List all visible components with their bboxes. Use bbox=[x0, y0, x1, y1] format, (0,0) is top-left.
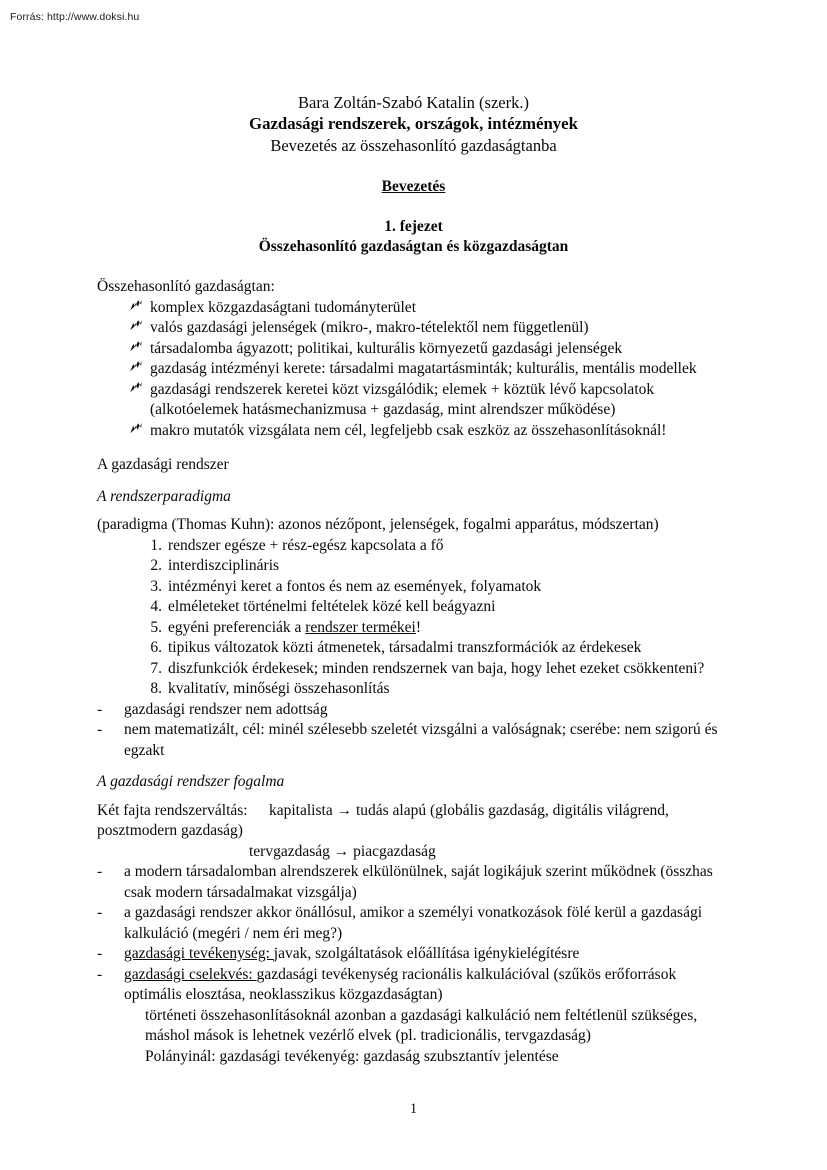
list-item-number: 5. bbox=[150, 618, 162, 636]
zigzag-arrow-bullet-icon bbox=[129, 319, 143, 333]
dash-list-item bbox=[97, 862, 730, 903]
intro-lead: Összehasonlító gazdaságtan: bbox=[97, 278, 275, 295]
page-number: 1 bbox=[409, 1101, 418, 1117]
zigzag-arrow-bullet-icon bbox=[129, 360, 143, 374]
zigzag-arrow-bullet-icon bbox=[129, 340, 143, 354]
transition-types-label: Két fajta rendszerváltás: bbox=[97, 801, 248, 819]
list-item-text: tipikus változatok közti átmenetek, társadalmi transzformációk az érdekesek bbox=[168, 639, 642, 656]
dash-bullet-icon: - bbox=[97, 904, 103, 921]
list-item-number: 1. bbox=[150, 536, 162, 554]
intro-bullet-item bbox=[97, 339, 730, 360]
intro-bullet-text: komplex közgazdaságtani tudományterület bbox=[150, 298, 416, 316]
numbered-list-item bbox=[97, 536, 730, 557]
intro-bullet-text: valós gazdasági jelenségek (mikro-, makro-tételektől nem függetlenül) bbox=[150, 319, 589, 336]
zigzag-arrow-bullet-icon bbox=[129, 299, 143, 313]
intro-bullet-item bbox=[97, 380, 730, 421]
subheading-rendszer-fogalma: A gazdasági rendszer fogalma bbox=[97, 773, 285, 790]
dash-list-text: a modern társadalomban alrendszerek elkülönülnek, saját logikájuk szerint működnek (összhas csak modern társadalmakat vizsgálja) bbox=[124, 863, 713, 901]
intro-bullet-text: gazdaság intézményi kerete: társadalmi magatartásminták; kulturális, mentális modellek bbox=[150, 360, 697, 377]
numbered-list-item bbox=[97, 597, 730, 618]
source-watermark: Forrás: http://www.doksi.hu bbox=[10, 11, 140, 23]
dash-bullet-icon: - bbox=[97, 945, 103, 962]
title-block bbox=[97, 92, 730, 157]
concept-dash-list bbox=[97, 862, 730, 1006]
chapter-title: Összehasonlító gazdaságtan és közgazdaságtan bbox=[258, 238, 569, 255]
intro-bullet-item bbox=[97, 359, 730, 380]
heading-bevezetes bbox=[97, 177, 730, 197]
intro-bullet-text: makro mutatók vizsgálata nem cél, legfeljebb csak eszköz az összehasonlításoknál! bbox=[150, 421, 667, 439]
dash-list-item bbox=[97, 944, 730, 965]
numbered-list-item bbox=[97, 638, 730, 659]
dash-list-item bbox=[97, 700, 730, 721]
book-title: Gazdasági rendszerek, országok, intézmények bbox=[249, 114, 578, 133]
dash-bullet-icon: - bbox=[97, 700, 103, 718]
list-item-text: interdiszciplináris bbox=[168, 557, 280, 574]
list-item-number: 2. bbox=[150, 557, 162, 574]
dash-bullet-icon: - bbox=[97, 965, 103, 983]
book-subtitle: Bevezetés az összehasonlító gazdaságtanba bbox=[270, 136, 557, 155]
list-item-number: 3. bbox=[150, 577, 162, 595]
list-item-text: rendszer egésze + rész-egész kapcsolata a fő bbox=[168, 536, 444, 554]
document-page bbox=[97, 92, 730, 1067]
zigzag-arrow-bullet-icon bbox=[129, 422, 143, 436]
heading-bevezetes-label: Bevezetés bbox=[381, 178, 446, 195]
emphasis-underlined: gazdasági cselekvés: bbox=[124, 965, 257, 983]
dash-list-text: nem matematizált, cél: minél szélesebb szeletét vizsgálni a valóságnak; cserébe: nem szigorú és egzakt bbox=[124, 721, 718, 759]
list-item-number: 6. bbox=[150, 639, 162, 656]
list-item-text: diszfunkciók érdekesek; minden rendszernek van baja, hogy lehet ezeket csökkenteni? bbox=[168, 659, 705, 677]
dash-bullet-icon: - bbox=[97, 721, 103, 738]
list-item-number: 7. bbox=[150, 659, 162, 677]
section-heading-gazdasagi-rendszer: A gazdasági rendszer bbox=[97, 456, 229, 473]
transition-types-value: kapitalista → tudás alapú (globális gazdaság, digitális világrend, posztmodern gazdaság) bbox=[97, 801, 669, 839]
intro-bullet-list bbox=[97, 298, 730, 442]
intro-bullet-item bbox=[97, 421, 730, 442]
emphasis-underlined: gazdasági tevékenység: bbox=[124, 945, 274, 962]
dash-list-item bbox=[97, 720, 730, 761]
emphasis-underlined: rendszer termékei bbox=[305, 618, 416, 636]
list-item-number: 4. bbox=[150, 598, 162, 615]
numbered-list-item bbox=[97, 659, 730, 680]
dash-list-text: a gazdasági rendszer akkor önállósul, amikor a személyi vonatkozások fölé kerül a gazdasági kalkuláció (megéri / nem éri meg?) bbox=[124, 904, 703, 942]
transition-types-line bbox=[97, 801, 730, 842]
intro-bullet-item bbox=[97, 298, 730, 319]
system-dash-list bbox=[97, 700, 730, 762]
transition-types-line2: tervgazdaság → piacgazdaság bbox=[249, 842, 436, 860]
dash-list-text: gazdasági rendszer nem adottság bbox=[124, 700, 328, 718]
intro-bullet-item bbox=[97, 318, 730, 339]
chapter-number: 1. fejezet bbox=[384, 218, 443, 235]
closing-paragraph-block bbox=[97, 1006, 730, 1068]
list-item-number: 8. bbox=[150, 680, 162, 697]
numbered-list-item bbox=[97, 679, 730, 700]
closing-paragraph: történeti összehasonlításoknál azonban a gazdasági kalkuláció nem feltétlenül szükséges, máshol mások is lehetnek vezérlő elvek (pl. tradicionális, tervgazdaság) bbox=[145, 1006, 698, 1044]
book-author: Bara Zoltán-Szabó Katalin (szerk.) bbox=[298, 93, 529, 112]
intro-bullet-text: társadalomba ágyazott; politikai, kulturális környezetű gazdasági jelenségek bbox=[150, 339, 623, 357]
list-item-text: kvalitatív, minőségi összehasonlítás bbox=[168, 680, 390, 697]
dash-bullet-icon: - bbox=[97, 863, 103, 880]
list-item-text: egyéni preferenciák a rendszer termékei! bbox=[168, 618, 422, 636]
numbered-list-item bbox=[97, 556, 730, 577]
closing-paragraph: Polányinál: gazdasági tevékenyég: gazdaság szubsztantív jelentése bbox=[145, 1047, 559, 1065]
paradigm-definition-line: (paradigma (Thomas Kuhn): azonos nézőpont, jelenségek, fogalmi apparátus, módszertan) bbox=[97, 516, 659, 533]
dash-list-text: gazdasági cselekvés: gazdasági tevékenység racionális kalkulációval (szűkös erőforrások optimális elosztása, neoklasszikus közgazdaságtan) bbox=[124, 965, 677, 1003]
dash-list-text: gazdasági tevékenység: javak, szolgáltatások előállítása igénykielégítésre bbox=[124, 945, 580, 962]
paradigm-numbered-list bbox=[97, 536, 730, 700]
intro-bullet-text: gazdasági rendszerek keretei közt vizsgálódik; elemek + köztük lévő kapcsolatok (alkotóelemek hatásmechanizmusa + gazdaság, mint alrendszer működése) bbox=[150, 380, 655, 418]
list-item-text: elméleteket történelmi feltételek közé kell beágyazni bbox=[168, 598, 496, 615]
numbered-list-item bbox=[97, 618, 730, 639]
dash-list-item bbox=[97, 965, 730, 1006]
zigzag-arrow-bullet-icon bbox=[129, 381, 143, 395]
list-item-text: intézményi keret a fontos és nem az események, folyamatok bbox=[168, 577, 542, 595]
dash-list-item bbox=[97, 903, 730, 944]
subheading-rendszerparadigma: A rendszerparadigma bbox=[97, 487, 231, 505]
numbered-list-item bbox=[97, 577, 730, 598]
